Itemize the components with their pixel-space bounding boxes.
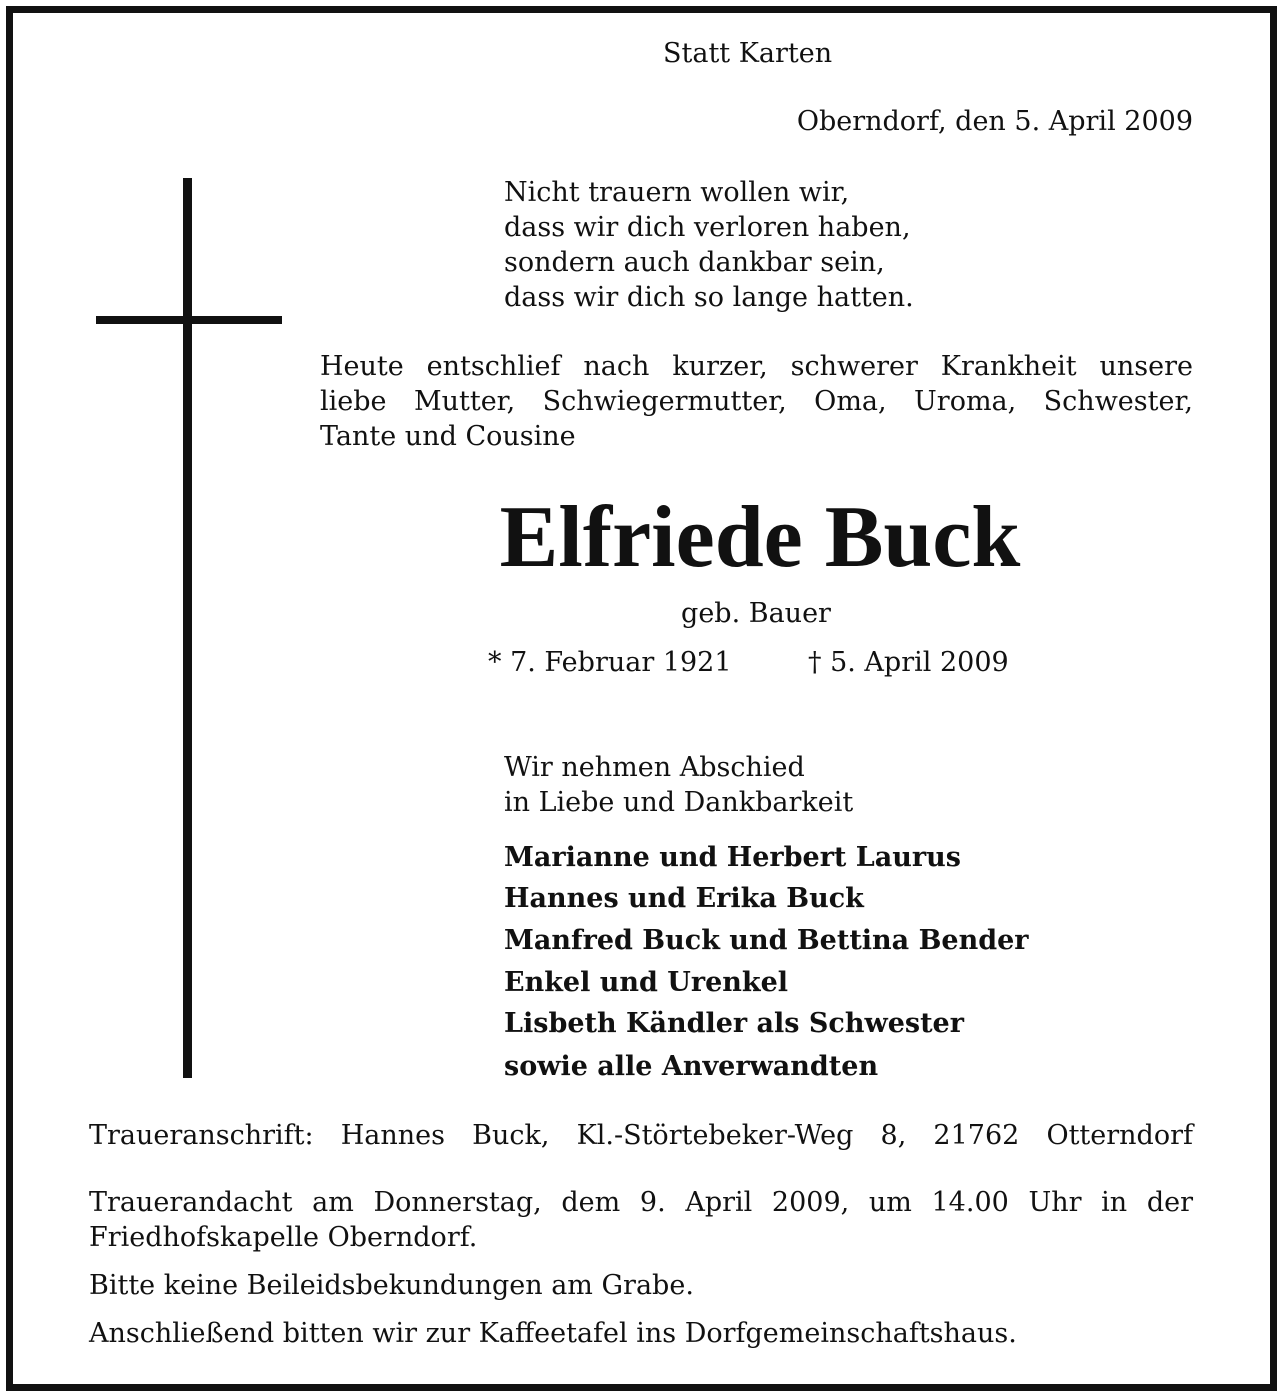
intro-line	[320, 349, 1193, 384]
intro-line	[320, 384, 1193, 419]
mourner-name: Enkel und Urenkel	[504, 967, 789, 998]
coffee-note: Anschließend bitten wir zur Kaffeetafel ins Dorfgemeinschaftshaus.	[89, 1318, 1017, 1349]
place-date: Oberndorf, den 5. April 2009	[796, 106, 1193, 137]
intro-line-text: Heute entschlief nach kurzer, schwerer Krankheit unsere	[320, 351, 1193, 382]
farewell-line: Wir nehmen Abschied	[504, 752, 805, 783]
statt-karten: Statt Karten	[663, 38, 833, 69]
cross-icon	[183, 178, 192, 1078]
mourner-name: Manfred Buck und Bettina Bender	[504, 925, 1029, 956]
mourning-address	[89, 1118, 1193, 1153]
cross-icon-crossbar	[96, 316, 282, 324]
intro-line: Tante und Cousine	[320, 421, 576, 452]
mourner-name: Hannes und Erika Buck	[504, 883, 864, 914]
poem-line: sondern auch dankbar sein,	[504, 247, 885, 278]
death-date: † 5. April 2009	[808, 647, 1009, 678]
mourner-name: Marianne und Herbert Laurus	[504, 842, 961, 873]
birth-date: * 7. Februar 1921	[488, 647, 732, 678]
poem-line: Nicht trauern wollen wir,	[504, 177, 850, 208]
farewell-line: in Liebe und Dankbarkeit	[504, 787, 854, 818]
mourner-name: sowie alle Anverwandten	[504, 1051, 879, 1082]
poem-line: dass wir dich verloren haben,	[504, 212, 911, 243]
service-info	[89, 1185, 1193, 1220]
service-info-line2: Friedhofskapelle Oberndorf.	[89, 1222, 478, 1253]
poem-line: dass wir dich so lange hatten.	[504, 282, 914, 313]
maiden-name: geb. Bauer	[681, 598, 831, 629]
mourning-address-text: Traueranschrift: Hannes Buck, Kl.-Störtebeker-Weg 8, 21762 Otterndorf	[89, 1120, 1193, 1151]
intro-line-text: liebe Mutter, Schwiegermutter, Oma, Uroma, Schwester,	[320, 386, 1193, 417]
mourner-name: Lisbeth Kändler als Schwester	[504, 1008, 964, 1039]
deceased-name: Elfriede Buck	[499, 489, 1021, 586]
no-condolences-note: Bitte keine Beileidsbekundungen am Grabe.	[89, 1270, 694, 1301]
service-info-text: Trauerandacht am Donnerstag, dem 9. April 2009, um 14.00 Uhr in der	[89, 1187, 1193, 1218]
